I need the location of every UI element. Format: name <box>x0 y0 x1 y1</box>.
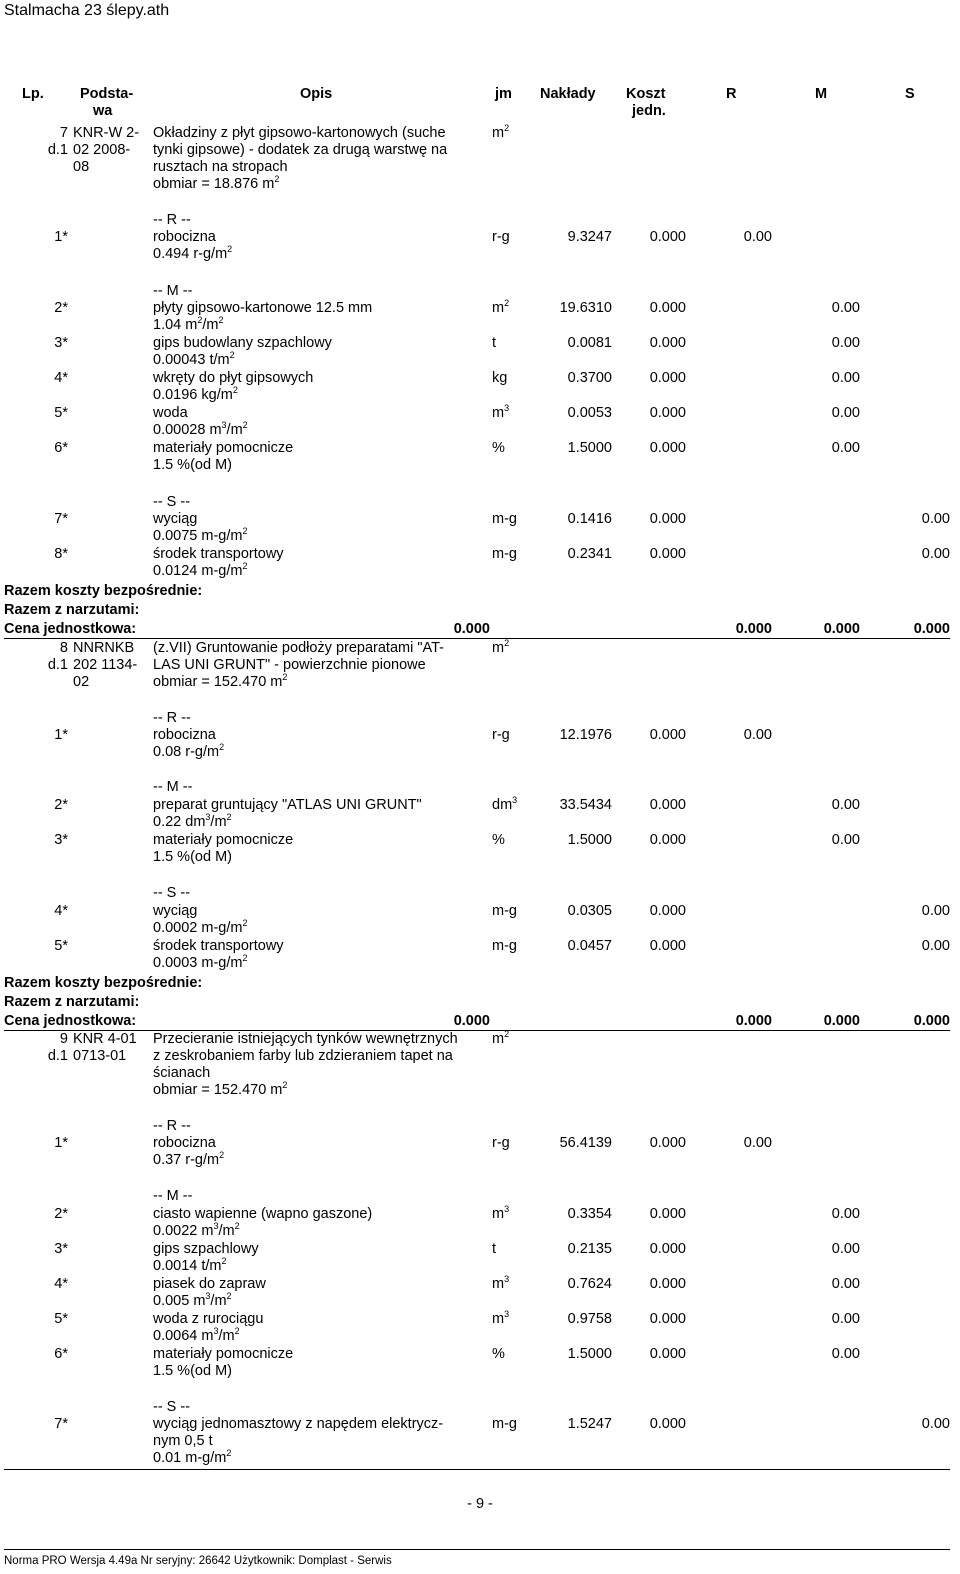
item7-row-8-unit: m-g <box>492 546 517 562</box>
item8-lp-2: d.1 <box>47 657 68 673</box>
item8-row-3-price: 0.000 <box>649 832 686 848</box>
item7-row-6-norm: 1.5 %(od M) <box>153 457 232 473</box>
item7-row-7-unit: m-g <box>492 511 517 527</box>
item8-basis: NNRNKB <box>73 640 135 656</box>
item9-row-7-name: wyciąg jednomasztowy z napędem elektrycz- <box>153 1416 444 1432</box>
item9-row-7-name-2: nym 0,5 t <box>153 1433 213 1449</box>
header-jm: jm <box>495 86 512 102</box>
item7-row-5-unit: $m^3$ <box>492 403 510 421</box>
item8-row-2-norm: 0.22 $dm^3/m^2$ <box>153 812 232 830</box>
header-lp: Lp. <box>22 86 44 102</box>
item9-row-2-norm: 0.0022 $m^3/m^2$ <box>153 1221 240 1239</box>
item7-row-5-qty: 0.0053 <box>567 405 612 421</box>
item9-row-3-qty: 0.2135 <box>567 1241 612 1257</box>
item7-lp-2: d.1 <box>47 142 68 158</box>
item7-m-header: -- M -- <box>153 283 193 299</box>
item8-row-5-name: środek transportowy <box>153 938 284 954</box>
item9-row-1-val: 0.00 <box>743 1135 772 1151</box>
item9-row-5-qty: 0.9758 <box>567 1311 612 1327</box>
item8-row-4-val: 0.00 <box>921 903 950 919</box>
item7-lp: 7 <box>59 125 68 141</box>
header-m: M <box>815 86 828 102</box>
item9-unit: $m^2$ <box>492 1029 510 1047</box>
item8-m-total: 0.000 <box>823 1013 860 1029</box>
item9-row-1-unit: r-g <box>492 1135 510 1151</box>
item7-row-4-norm: 0.0196 $kg/m^2$ <box>153 385 238 403</box>
item8-bottom-line <box>4 1030 950 1031</box>
header-s: S <box>905 86 915 102</box>
item7-row-7-qty: 0.1416 <box>567 511 612 527</box>
item9-row-3-price: 0.000 <box>649 1241 686 1257</box>
item7-basis-2: 02 2008- <box>73 142 131 158</box>
item7-row-7-price: 0.000 <box>649 511 686 527</box>
item7-row-4-name: wkręty do płyt gipsowych <box>153 370 314 386</box>
item8-row-2-val: 0.00 <box>831 797 860 813</box>
item7-unit: $m^2$ <box>492 123 510 141</box>
item7-row-4-no: 4* <box>54 370 68 386</box>
item7-row-4-unit: kg <box>492 370 508 386</box>
item8-lp: 8 <box>59 640 68 656</box>
item8-desc-2: LAS UNI GRUNT" - powierzchnie pionowe <box>153 657 426 673</box>
item7-row-2-val: 0.00 <box>831 300 860 316</box>
item7-row-1-val: 0.00 <box>743 229 772 245</box>
item7-row-3-name: gips budowlany szpachlowy <box>153 335 332 351</box>
item9-row-3-val: 0.00 <box>831 1241 860 1257</box>
item8-unit-price-label: Cena jednostkowa: <box>4 1013 137 1029</box>
item8-row-3-no: 3* <box>54 832 68 848</box>
item7-row-2-no: 2* <box>54 300 68 316</box>
item9-row-2-name: ciasto wapienne (wapno gaszone) <box>153 1206 373 1222</box>
item8-row-1-norm: 0.08 $r-g/m^2$ <box>153 742 225 760</box>
footer-line <box>4 1549 950 1550</box>
item9-row-5-val: 0.00 <box>831 1311 860 1327</box>
table-bottom-line <box>4 1469 950 1470</box>
item8-sum1: Razem koszty bezpośrednie: <box>4 975 203 991</box>
item9-row-6-unit: % <box>492 1346 505 1362</box>
item9-row-4-norm: 0.005 $m^3/m^2$ <box>153 1291 232 1309</box>
item7-row-3-no: 3* <box>54 335 68 351</box>
page-number: - 9 - <box>467 1496 493 1512</box>
item9-basis: KNR 4-01 <box>73 1031 137 1047</box>
item8-row-5-price: 0.000 <box>649 938 686 954</box>
item7-unit-price: 0.000 <box>453 621 490 637</box>
item9-row-1-qty: 56.4139 <box>559 1135 612 1151</box>
item7-row-1-norm: 0.494 $r-g/m^2$ <box>153 244 233 262</box>
item9-row-6-qty: 1.5000 <box>567 1346 612 1362</box>
item7-row-4-val: 0.00 <box>831 370 860 386</box>
item9-row-7-price: 0.000 <box>649 1416 686 1432</box>
item8-desc: (z.VII) Gruntowanie podłoży preparatami "AT- <box>153 640 444 656</box>
item7-row-1-unit: r-g <box>492 229 510 245</box>
item9-row-7-norm: 0.01 $m-g/m^2$ <box>153 1448 232 1466</box>
item8-row-2-no: 2* <box>54 797 68 813</box>
item8-row-1-no: 1* <box>54 727 68 743</box>
header-naklady: Nakłady <box>540 86 596 102</box>
item9-row-4-name: piasek do zapraw <box>153 1276 266 1292</box>
item7-desc-3: rusztach na stropach <box>153 159 288 175</box>
item9-row-2-no: 2* <box>54 1206 68 1222</box>
item7-row-7-norm: 0.0075 $m-g/m^2$ <box>153 526 248 544</box>
item9-row-5-name: woda z rurociągu <box>153 1311 264 1327</box>
item9-row-7-unit: m-g <box>492 1416 517 1432</box>
item7-row-2-unit: $m^2$ <box>492 298 510 316</box>
item7-row-5-norm: 0.00028 $m^3/m^2$ <box>153 420 248 438</box>
item9-row-1-name: robocizna <box>153 1135 216 1151</box>
item8-row-5-no: 5* <box>54 938 68 954</box>
item9-row-6-val: 0.00 <box>831 1346 860 1362</box>
item9-row-4-val: 0.00 <box>831 1276 860 1292</box>
header-podstawa-2: wa <box>93 103 113 119</box>
item7-m-total: 0.000 <box>823 621 860 637</box>
item8-row-1-name: robocizna <box>153 727 216 743</box>
item9-row-4-price: 0.000 <box>649 1276 686 1292</box>
item9-row-7-qty: 1.5247 <box>567 1416 612 1432</box>
header-opis: Opis <box>300 86 333 102</box>
item9-row-2-val: 0.00 <box>831 1206 860 1222</box>
item9-s-header: -- S -- <box>153 1399 191 1415</box>
item7-row-6-unit: % <box>492 440 505 456</box>
item9-row-2-unit: $m^3$ <box>492 1204 510 1222</box>
item7-row-4-price: 0.000 <box>649 370 686 386</box>
item8-row-2-qty: 33.5434 <box>559 797 612 813</box>
item8-row-5-val: 0.00 <box>921 938 950 954</box>
item7-row-8-no: 8* <box>54 546 68 562</box>
item9-row-4-no: 4* <box>54 1276 68 1292</box>
item8-basis-2: 202 1134- <box>73 657 138 673</box>
item7-row-3-unit: t <box>492 335 497 351</box>
item9-row-3-unit: t <box>492 1241 497 1257</box>
item7-sum2: Razem z narzutami: <box>4 602 140 618</box>
item8-r-header: -- R -- <box>153 710 191 726</box>
item7-row-1-no: 1* <box>54 229 68 245</box>
item9-row-2-qty: 0.3354 <box>567 1206 612 1222</box>
item7-bottom-line <box>4 638 950 639</box>
item7-row-5-val: 0.00 <box>831 405 860 421</box>
item7-row-5-price: 0.000 <box>649 405 686 421</box>
item9-row-6-name: materiały pomocnicze <box>153 1346 294 1362</box>
item8-row-2-name: preparat gruntujący "ATLAS UNI GRUNT" <box>153 797 422 813</box>
item7-basis-3: 08 <box>73 159 90 175</box>
item8-row-1-val: 0.00 <box>743 727 772 743</box>
item7-desc-2: tynki gipsowe) - dodatek za drugą warstwę na <box>153 142 448 158</box>
item7-row-8-name: środek transportowy <box>153 546 284 562</box>
footer-text: Norma PRO Wersja 4.49a Nr seryjny: 26642 Użytkownik: Domplast - Serwis <box>4 1555 392 1567</box>
item7-r-total: 0.000 <box>735 621 772 637</box>
item9-row-4-unit: $m^3$ <box>492 1274 510 1292</box>
item9-basis-2: 0713-01 <box>73 1048 127 1064</box>
item9-row-1-price: 0.000 <box>649 1135 686 1151</box>
item8-basis-3: 02 <box>73 674 90 690</box>
item9-desc-3: ścianach <box>153 1065 211 1081</box>
item8-row-5-qty: 0.0457 <box>567 938 612 954</box>
header-koszt-2: jedn. <box>632 103 666 119</box>
item7-row-2-price: 0.000 <box>649 300 686 316</box>
item9-row-1-no: 1* <box>54 1135 68 1151</box>
item8-row-3-val: 0.00 <box>831 832 860 848</box>
item7-row-3-price: 0.000 <box>649 335 686 351</box>
item9-row-5-unit: $m^3$ <box>492 1309 510 1327</box>
item9-desc-4: obmiar = 152.470 $m^2$ <box>153 1080 288 1098</box>
item7-unit-price-label: Cena jednostkowa: <box>4 621 137 637</box>
item9-row-7-val: 0.00 <box>921 1416 950 1432</box>
item9-row-7-no: 7* <box>54 1416 68 1432</box>
item7-s-total: 0.000 <box>913 621 950 637</box>
item7-basis: KNR-W 2- <box>73 125 140 141</box>
item7-row-1-qty: 9.3247 <box>567 229 612 245</box>
item9-row-5-norm: 0.0064 $m^3/m^2$ <box>153 1326 240 1344</box>
item7-row-3-qty: 0.0081 <box>567 335 612 351</box>
item8-row-1-qty: 12.1976 <box>559 727 612 743</box>
item7-desc-4: obmiar = 18.876 $m^2$ <box>153 174 280 192</box>
item9-row-3-no: 3* <box>54 1241 68 1257</box>
item9-row-5-price: 0.000 <box>649 1311 686 1327</box>
item8-row-3-norm: 1.5 %(od M) <box>153 849 232 865</box>
item8-row-4-no: 4* <box>54 903 68 919</box>
item7-row-6-name: materiały pomocnicze <box>153 440 294 456</box>
item7-row-2-norm: 1.04 $m^2/m^2$ <box>153 315 224 333</box>
item8-row-4-unit: m-g <box>492 903 517 919</box>
item7-row-3-norm: 0.00043 $t/m^2$ <box>153 350 235 368</box>
item9-row-6-norm: 1.5 %(od M) <box>153 1363 232 1379</box>
item8-unit: $m^2$ <box>492 638 510 656</box>
item8-sum2: Razem z narzutami: <box>4 994 140 1010</box>
item9-row-3-name: gips szpachlowy <box>153 1241 259 1257</box>
item8-unit-price: 0.000 <box>453 1013 490 1029</box>
item9-desc: Przecieranie istniejących tynków wewnętrznych <box>153 1031 458 1047</box>
item7-desc: Okładziny z płyt gipsowo-kartonowych (suche <box>153 125 446 141</box>
item8-s-total: 0.000 <box>913 1013 950 1029</box>
item7-row-7-val: 0.00 <box>921 511 950 527</box>
header-koszt: Koszt <box>626 86 666 102</box>
item8-row-1-unit: r-g <box>492 727 510 743</box>
item7-row-8-qty: 0.2341 <box>567 546 612 562</box>
item8-row-4-qty: 0.0305 <box>567 903 612 919</box>
item8-s-header: -- S -- <box>153 885 191 901</box>
item7-row-6-price: 0.000 <box>649 440 686 456</box>
item7-row-1-price: 0.000 <box>649 229 686 245</box>
item9-row-6-no: 6* <box>54 1346 68 1362</box>
item8-m-header: -- M -- <box>153 779 193 795</box>
item7-r-header: -- R -- <box>153 212 191 228</box>
item8-row-4-name: wyciąg <box>153 903 198 919</box>
item7-row-8-val: 0.00 <box>921 546 950 562</box>
item7-row-2-qty: 19.6310 <box>559 300 612 316</box>
item8-row-4-price: 0.000 <box>649 903 686 919</box>
item7-sum1: Razem koszty bezpośrednie: <box>4 583 203 599</box>
item7-row-1-name: robocizna <box>153 229 216 245</box>
item8-row-5-norm: 0.0003 $m-g/m^2$ <box>153 953 248 971</box>
item8-row-3-unit: % <box>492 832 505 848</box>
document-title: Stalmacha 23 ślepy.ath <box>4 2 170 19</box>
item8-row-1-price: 0.000 <box>649 727 686 743</box>
item7-row-4-qty: 0.3700 <box>567 370 612 386</box>
item7-row-6-qty: 1.5000 <box>567 440 612 456</box>
item8-row-2-unit: $dm^3$ <box>492 795 518 813</box>
item9-row-4-qty: 0.7624 <box>567 1276 612 1292</box>
item7-row-2-name: płyty gipsowo-kartonowe 12.5 mm <box>153 300 373 316</box>
item9-r-header: -- R -- <box>153 1118 191 1134</box>
item7-s-header: -- S -- <box>153 494 191 510</box>
header-podstawa: Podsta- <box>80 86 134 102</box>
item9-row-2-price: 0.000 <box>649 1206 686 1222</box>
item8-row-4-norm: 0.0002 $m-g/m^2$ <box>153 918 248 936</box>
item9-m-header: -- M -- <box>153 1188 193 1204</box>
item7-row-7-no: 7* <box>54 511 68 527</box>
item9-lp-2: d.1 <box>47 1048 68 1064</box>
item9-row-3-norm: 0.0014 $t/m^2$ <box>153 1256 227 1274</box>
item7-row-6-val: 0.00 <box>831 440 860 456</box>
item8-r-total: 0.000 <box>735 1013 772 1029</box>
item8-row-3-name: materiały pomocnicze <box>153 832 294 848</box>
item7-row-5-name: woda <box>153 405 188 421</box>
item7-row-7-name: wyciąg <box>153 511 198 527</box>
item7-row-3-val: 0.00 <box>831 335 860 351</box>
item8-row-5-unit: m-g <box>492 938 517 954</box>
item7-row-8-price: 0.000 <box>649 546 686 562</box>
item9-row-5-no: 5* <box>54 1311 68 1327</box>
item8-row-2-price: 0.000 <box>649 797 686 813</box>
item8-row-3-qty: 1.5000 <box>567 832 612 848</box>
item8-desc-3: obmiar = 152.470 $m^2$ <box>153 672 288 690</box>
item9-row-1-norm: 0.37 $r-g/m^2$ <box>153 1150 225 1168</box>
item7-row-8-norm: 0.0124 $m-g/m^2$ <box>153 561 248 579</box>
header-r: R <box>726 86 737 102</box>
item9-row-6-price: 0.000 <box>649 1346 686 1362</box>
item9-lp: 9 <box>59 1031 68 1047</box>
item9-desc-2: z zeskrobaniem farby lub zdzieraniem tapet na <box>153 1048 453 1064</box>
item7-row-5-no: 5* <box>54 405 68 421</box>
item7-row-6-no: 6* <box>54 440 68 456</box>
